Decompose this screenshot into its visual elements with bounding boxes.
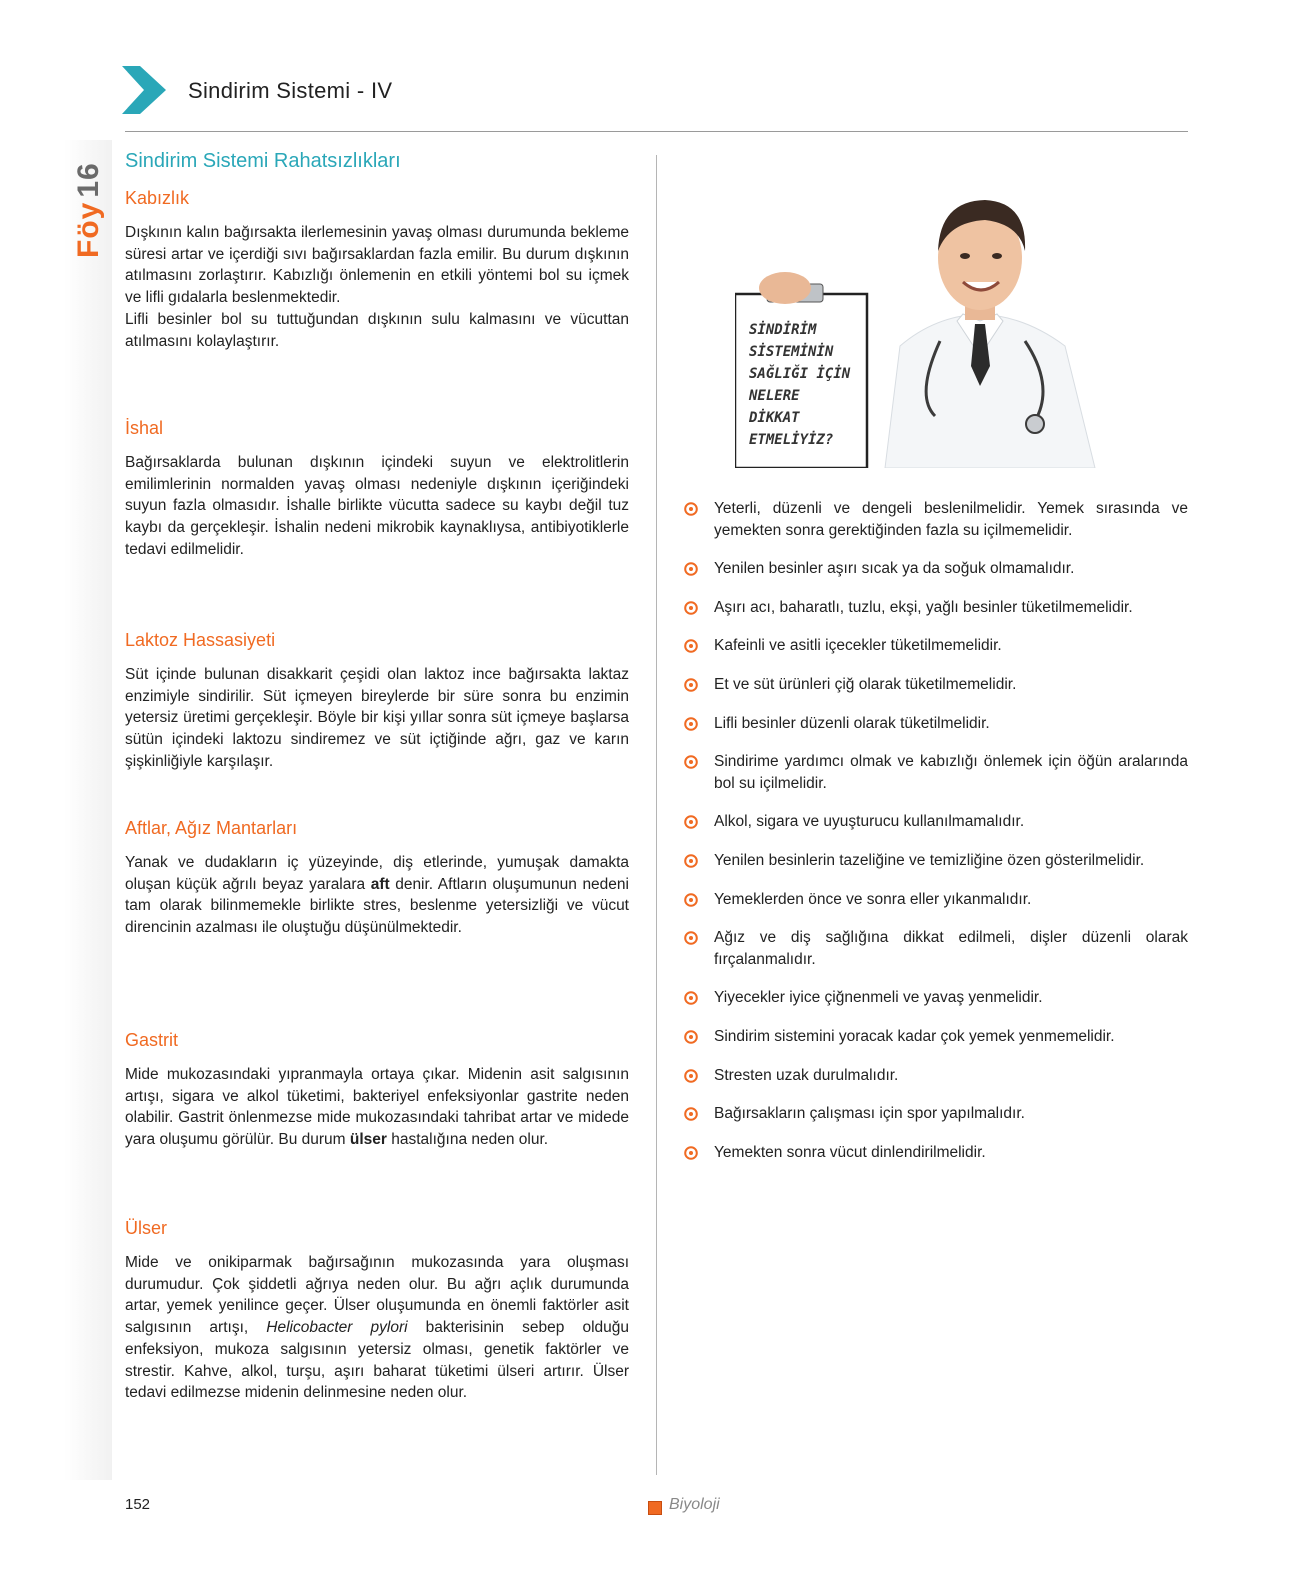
ulser-text-b: bakterisinin sebep olduğu enfeksiyon, mukoza salgısının yetersiz olması, genetik faktörler ve strestir. Kahve, alkol, turşu, aşırı baharat tüketimi ülseri artırır. Ülser tedavi edilmezse midenin delinmesine neden olur.: [125, 1319, 629, 1402]
tip-text: Sindirime yardımcı olmak ve kabızlığı önlemek için öğün aralarında bol su içilmelidir.: [714, 753, 1188, 792]
tip-item: [684, 558, 1188, 580]
tip-text: Yenilen besinlerin tazeliğine ve temizliğine özen gösterilmelidir.: [714, 851, 1145, 869]
board-line-6: ETMELİYİZ?: [749, 432, 834, 448]
side-label-number: 16: [72, 162, 105, 198]
tip-item: [684, 811, 1188, 833]
gastrit-bold-term: ülser: [349, 1131, 387, 1149]
bullet-target-icon: [684, 1146, 698, 1160]
bullet-target-icon: [684, 815, 698, 829]
header-divider: [125, 131, 1188, 132]
heading-aft: Aftlar, Ağız Mantarları: [125, 818, 298, 838]
bullet-target-icon: [684, 601, 698, 615]
bullet-target-icon: [684, 562, 698, 576]
tip-item: [684, 1103, 1188, 1125]
gastrit-text-b: hastalığına neden olur.: [386, 1131, 549, 1149]
column-divider: [656, 155, 657, 1475]
bullet-target-icon: [684, 678, 698, 692]
tip-item: [684, 987, 1188, 1009]
bullet-target-icon: [684, 1030, 698, 1044]
ulser-italic-term: Helicobacter pylori: [266, 1319, 408, 1337]
paragraph-ishal: Bağırsaklarda bulunan dışkının içindeki suyun ve elektrolitlerin emilimlerinin normalden yavaş olması nedeniyle dışkının içeriğindeki suyun fazla olmasıdır. İshalle birlikte vücutta sadece su kaybı değil tuz kaybı da gerçekleşir. İshalin nedeni mikrobik kaynaklıysa, antibiyotiklerle tedavi edilmelidir.: [125, 454, 629, 558]
bullet-target-icon: [684, 931, 698, 945]
tip-item: [684, 1142, 1188, 1164]
tip-text: Bağırsakların çalışması için spor yapılmalıdır.: [714, 1105, 1025, 1123]
bullet-target-icon: [684, 755, 698, 769]
heading-ulser: Ülser: [125, 1218, 168, 1238]
heading-ishal: İshal: [125, 418, 164, 438]
tip-text: Yeterli, düzenli ve dengeli beslenilmelidir. Yemek sırasında ve yemekten sonra gerektiğinden fazla su içilmemelidir.: [714, 500, 1188, 539]
tip-text: Yemekten sonra vücut dinlendirilmelidir.: [714, 1143, 986, 1161]
tip-text: Alkol, sigara ve uyuşturucu kullanılmamalıdır.: [714, 813, 1025, 831]
gastrit-text-a: Mide mukozasındaki yıpranmayla ortaya çıkar. Midenin asit salgısının artışı, sigara ve alkol tüketimi, bakteriyel enfeksiyonlar gastrite neden olabilir. Gastrit önlenmezse mide mukozasındaki tahribat artar ve midede yara oluşumu görülür. Bu durum: [125, 1066, 629, 1149]
tip-text: Yemeklerden önce ve sonra eller yıkanmalıdır.: [714, 890, 1032, 908]
paragraph-ulser: [125, 1252, 629, 1404]
doctor-clipboard-illustration: [735, 196, 1110, 468]
tip-item: [684, 751, 1188, 794]
section-title: Sindirim Sistemi Rahatsızlıkları: [125, 150, 401, 172]
board-line-1: SİNDİRİM: [749, 322, 817, 338]
tip-text: Yenilen besinler aşırı sıcak ya da soğuk olmamalıdır.: [714, 560, 1075, 578]
tip-item: [684, 927, 1188, 970]
side-strip: [64, 140, 112, 1480]
paragraph-kabizlik-text2: Lifli besinler bol su tuttuğundan dışkının sulu kalmasını ve vücuttan atılmasını kolaylaştırır.: [125, 310, 629, 350]
tip-item: [684, 1065, 1188, 1087]
tip-item: [684, 674, 1188, 696]
ulser-text-a: Mide ve onikiparmak bağırsağının mukozasında yara oluşması durumudur. Çok şiddetli ağrıya neden olur. Bu ağrı açlık durumunda artar, yemek yenilince geçer. Ülser oluşumunda en önemli faktörler asit salgısının artışı,: [125, 1254, 629, 1337]
tip-text: Ağız ve diş sağlığına dikkat edilmeli, dişler düzenli olarak fırçalanmalıdır.: [714, 929, 1188, 968]
board-line-2: SİSTEMİNİN: [749, 344, 834, 360]
bullet-target-icon: [684, 893, 698, 907]
board-line-3: SAĞLIĞI İÇİN: [749, 366, 851, 382]
side-label: [72, 162, 106, 258]
footer-square-icon: [648, 1501, 662, 1515]
paragraph-aft: [125, 852, 629, 939]
bullet-target-icon: [684, 717, 698, 731]
tip-item: [684, 850, 1188, 872]
heading-gastrit: Gastrit: [125, 1030, 179, 1050]
tip-text: Stresten uzak durulmalıdır.: [714, 1066, 899, 1084]
tip-text: Et ve süt ürünleri çiğ olarak tüketilmemelidir.: [714, 675, 1017, 693]
aft-text-b: denir. Aftların oluşumunun nedeni tam olarak bilinmemekle birlikte stres, beslenme yetersizliği ve vücut direncinin azalması ile oluştuğu düşünülmektedir.: [125, 875, 629, 937]
tip-item: [684, 713, 1188, 735]
chevron-arrow-icon: [122, 66, 166, 114]
tip-item: [684, 635, 1188, 657]
tip-item: [684, 889, 1188, 911]
aft-bold-term: aft: [370, 875, 390, 893]
bullet-target-icon: [684, 991, 698, 1005]
paragraph-gastrit: [125, 1064, 629, 1151]
side-label-foy: Föy: [72, 201, 105, 258]
heading-kabizlik: Kabızlık: [125, 188, 190, 208]
bullet-target-icon: [684, 854, 698, 868]
tip-item: [684, 597, 1188, 619]
tip-text: Aşırı acı, baharatlı, tuzlu, ekşi, yağlı besinler tüketilmemelidir.: [714, 598, 1133, 616]
tips-list: [684, 498, 1188, 1180]
aft-text-a: Yanak ve dudakların iç yüzeyinde, diş etlerinde, yumuşak damakta oluşan küçük ağrılı beyaz yaralara: [125, 854, 629, 893]
paragraph-kabizlik: [125, 222, 629, 352]
paragraph-kabizlik-text: Dışkının kalın bağırsakta ilerlemesinin yavaş olması durumunda bekleme süresi artar ve içerdiği sıvı bağırsaklardan fazla emilir. Bu durum dışkının atılmasını zorlaştırır. Kabızlığı önlemenin en etkili yöntemi bol su içmek ve lifli gıdalarla beslenmektedir.: [125, 224, 629, 307]
page-number: 152: [125, 1496, 151, 1513]
bullet-target-icon: [684, 502, 698, 516]
tip-text: Kafeinli ve asitli içecekler tüketilmemelidir.: [714, 637, 1002, 655]
bullet-target-icon: [684, 639, 698, 653]
tip-item: [684, 498, 1188, 541]
heading-laktoz: Laktoz Hassasiyeti: [125, 630, 276, 650]
bullet-target-icon: [684, 1069, 698, 1083]
tip-text: Lifli besinler düzenli olarak tüketilmelidir.: [714, 714, 990, 732]
paragraph-laktoz: Süt içinde bulunan disakkarit çeşidi olan laktoz ince bağırsakta laktaz enzimiyle sindirilir. Süt içmeyen bireylerde bir süre sonra bu enzimin yetersiz üretimi gerçekleşir. Böyle bir kişi yıllar sonra süt içmeye başlarsa sütün içindeki laktozu sindiremez ve süt içtiğinde ağrı, gaz ve karın şişkinliğiyle karşılaşır.: [125, 666, 629, 770]
tip-item: [684, 1026, 1188, 1048]
page-header-title: Sindirim Sistemi - IV: [188, 78, 393, 103]
bullet-target-icon: [684, 1107, 698, 1121]
footer-subject: Biyoloji: [669, 1496, 720, 1513]
board-line-5: DİKKAT: [749, 410, 800, 426]
tip-text: Yiyecekler iyice çiğnenmeli ve yavaş yenmelidir.: [714, 989, 1043, 1007]
tip-text: Sindirim sistemini yoracak kadar çok yemek yenmemelidir.: [714, 1027, 1115, 1045]
board-line-4: NELERE: [749, 388, 800, 404]
